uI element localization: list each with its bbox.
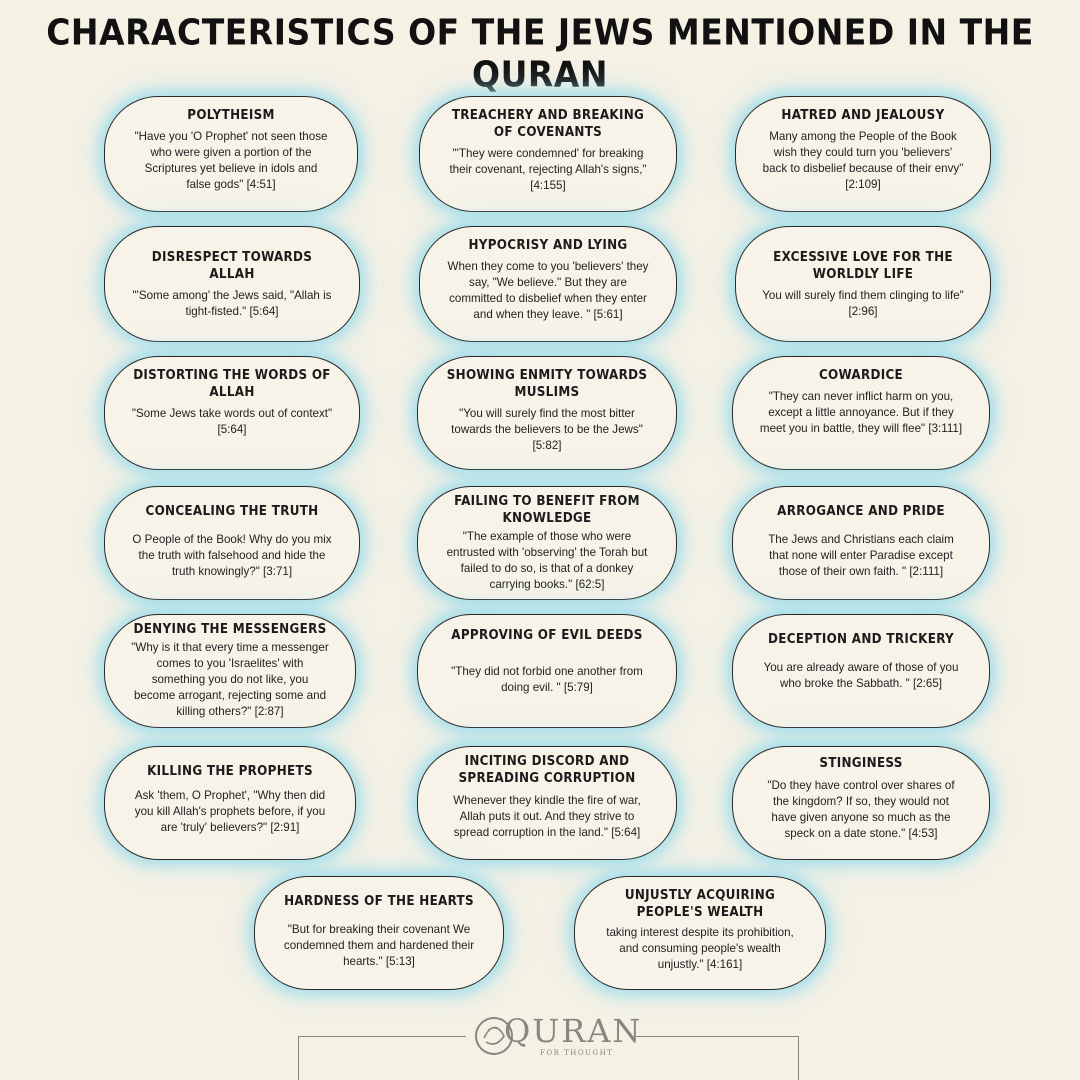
card-title: ARROGANCE AND PRIDE [777,504,945,519]
card-knowledge [417,486,677,600]
card-disrespect [104,226,360,342]
card-denying [104,614,356,728]
logo-text: QURAN [504,1012,643,1050]
card-text: The Jews and Christians each claim that none will enter Paradise except those of their own faith. " [2:111] [768,533,954,578]
card-text: "'They were condemned' for breaking their covenant, rejecting Allah's signs," [4:155] [449,147,647,192]
card-title: SHOWING ENMITY TOWARDS MUSLIMS [446,368,648,400]
card-title: FAILING TO BENEFIT FROM KNOWLEDGE [454,494,640,526]
card-hardness [254,876,504,990]
footer-vline-right [798,1036,799,1080]
card-text: "'Some among' the Jews said, "Allah is tight-fisted." [5:64] [132,289,332,318]
card-title: POLYTHEISM [187,108,275,123]
card-title: DECEPTION AND TRICKERY [768,632,954,647]
logo-subtext: FOR THOUGHT [540,1049,614,1057]
card-title: APPROVING OF EVIL DEEDS [451,628,643,643]
card-concealing [104,486,360,600]
card-title: DISRESPECT TOWARDS ALLAH [151,250,313,282]
card-text: "They can never inflict harm on you, except a little annoyance. But if they meet you in battle, they will flee" [3:111] [759,390,963,435]
card-title: DISTORTING THE WORDS OF ALLAH [133,368,331,400]
card-treachery [419,96,677,212]
quran-logo [474,1008,643,1068]
page-title: CHARACTERISTICS OF THE JEWS MENTIONED IN THE QURAN [46,10,1034,96]
card-title: HYPOCRISY AND LYING [468,238,628,253]
card-text: You are already aware of those of you who broke the Sabbath. " [2:65] [763,661,959,690]
card-text: "They did not forbid one another from doing evil. " [5:79] [451,665,643,694]
card-title: DENYING THE MESSENGERS [133,622,327,637]
footer-line-right [636,1036,799,1037]
card-text: taking interest despite its prohibition, and consuming people's wealth unjustly." [4:161] [606,926,794,971]
card-enmity [417,356,677,470]
card-text: "You will surely find the most bitter towards the believers to be the Jews" [5:82] [451,407,643,452]
card-text: You will surely find them clinging to life" [2:96] [762,289,964,318]
card-text: "Do they have control over shares of the kingdom? If so, they would not have given anyone so much as the speck on a date stone." [4:53] [767,779,955,840]
card-inciting-discord [417,746,677,860]
card-title: UNJUSTLY ACQUIRING PEOPLE'S WEALTH [624,888,776,920]
card-text: "Have you 'O Prophet' not seen those who were given a portion of the Scriptures yet believe in idols and false gods" [4:51] [134,130,328,191]
card-title: INCITING DISCORD AND SPREADING CORRUPTION [458,754,636,786]
card-text: "But for breaking their covenant We condemned them and hardened their hearts." [5:13] [283,923,475,968]
card-text: "The example of those who were entrusted with 'observing' the Torah but failed to do so, is that of a donkey carrying books." [62:5] [446,530,648,591]
card-text: Whenever they kindle the fire of war, Allah puts it out. And they strive to spread corruption in the land." [5:64] [453,794,641,839]
card-title: STINGINESS [819,756,903,771]
card-text: "Why is it that every time a messenger comes to you 'Israelites' with something you do not like, you become arrogant, rejecting some and killing others?" [2:87] [131,641,329,718]
card-title: COWARDICE [818,368,904,383]
card-polytheism [104,96,358,212]
card-title: HARDNESS OF THE HEARTS [284,894,474,909]
card-distorting [104,356,360,470]
footer-vline-left [298,1036,299,1080]
card-text: Many among the People of the Book wish they could turn you 'believers' back to disbelief because of their envy" [2:109] [762,130,964,191]
footer-line-left [298,1036,466,1037]
card-text: When they come to you 'believers' they say, "We believe." But they are committed to disbelief when they enter and when they leave. " [5:61] [447,260,649,321]
card-text: O People of the Book! Why do you mix the truth with falsehood and hide the truth knowingly?" [3:71] [132,533,332,578]
card-cowardice [732,356,990,470]
card-arrogance [732,486,990,600]
card-killing-prophets [104,746,356,860]
card-title: EXCESSIVE LOVE FOR THE WORLDLY LIFE [773,250,953,282]
card-stinginess [732,746,990,860]
card-hatred [735,96,991,212]
card-wealth [574,876,826,990]
card-text: "Some Jews take words out of context" [5:64] [131,407,333,436]
card-worldly-life [735,226,991,342]
card-title: TREACHERY AND BREAKING OF COVENANTS [451,108,645,140]
card-title: CONCEALING THE TRUTH [145,504,319,519]
card-hypocrisy [419,226,677,342]
card-deception [732,614,990,728]
card-title: HATRED AND JEALOUSY [781,108,945,123]
card-text: Ask 'them, O Prophet', "Why then did you kill Allah's prophets before, if you are 'truly' believers?" [2:91] [134,789,326,834]
card-approving [417,614,677,728]
card-title: KILLING THE PROPHETS [147,764,313,779]
